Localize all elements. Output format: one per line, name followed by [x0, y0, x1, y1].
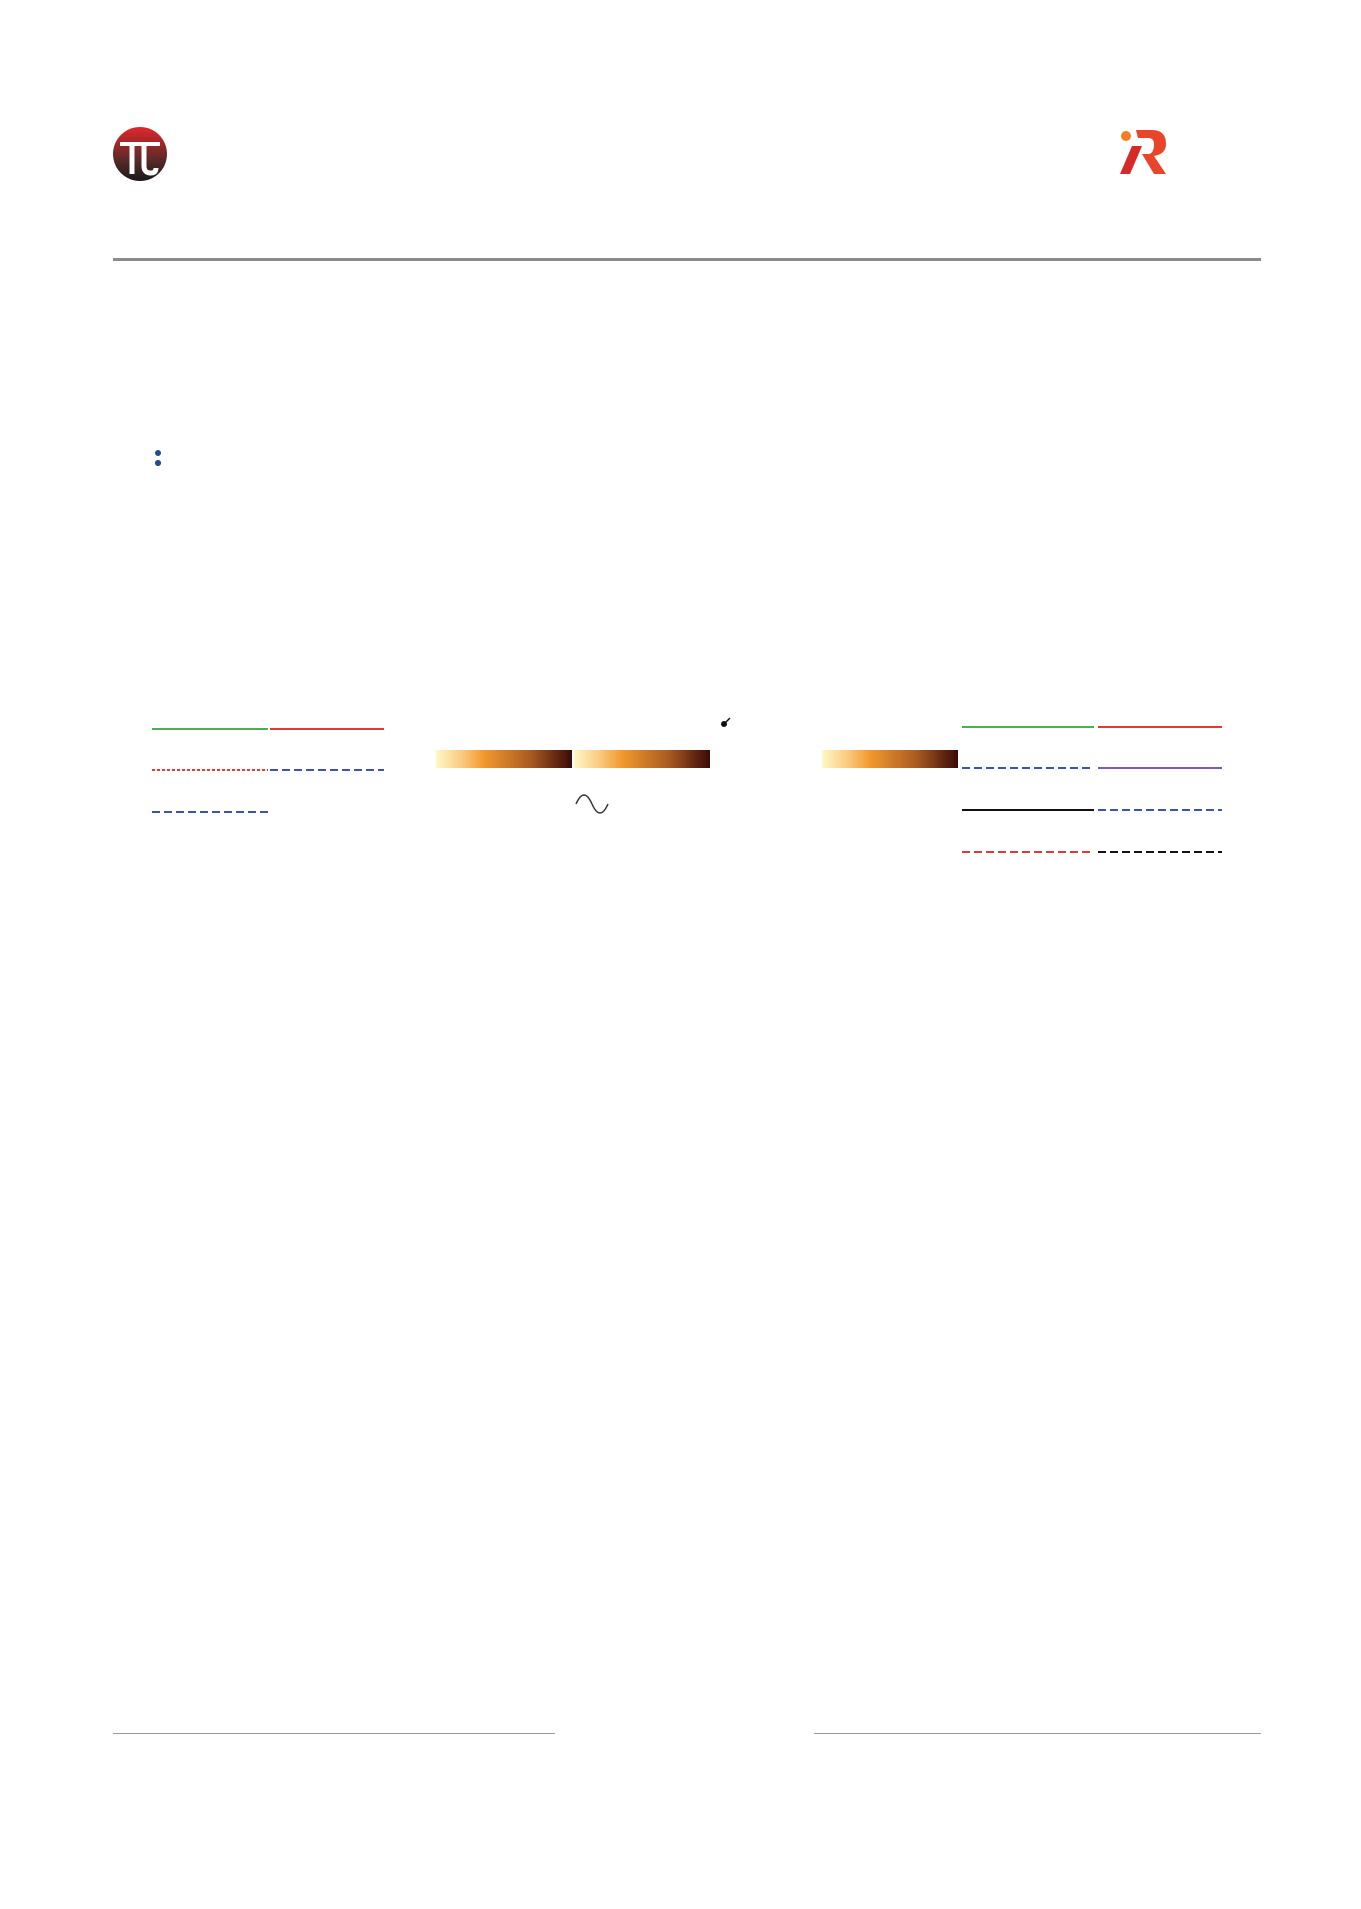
vug-colorbar [822, 750, 958, 768]
bullet-icon [155, 460, 161, 466]
dynamic-colorbar [574, 750, 710, 768]
header-divider [113, 258, 1261, 261]
static-colorbar [436, 750, 572, 768]
feature-list [145, 436, 1215, 446]
geology-logo-icon [112, 126, 168, 182]
sine-feature-icon [576, 795, 608, 813]
footer-divider-right [814, 1733, 1261, 1734]
well-log-figure [150, 706, 1224, 1496]
tadpole-icon [721, 718, 730, 727]
renhe-logo-icon [1112, 124, 1172, 180]
footer-divider-left [113, 1733, 555, 1734]
bullet-icon [155, 450, 161, 456]
